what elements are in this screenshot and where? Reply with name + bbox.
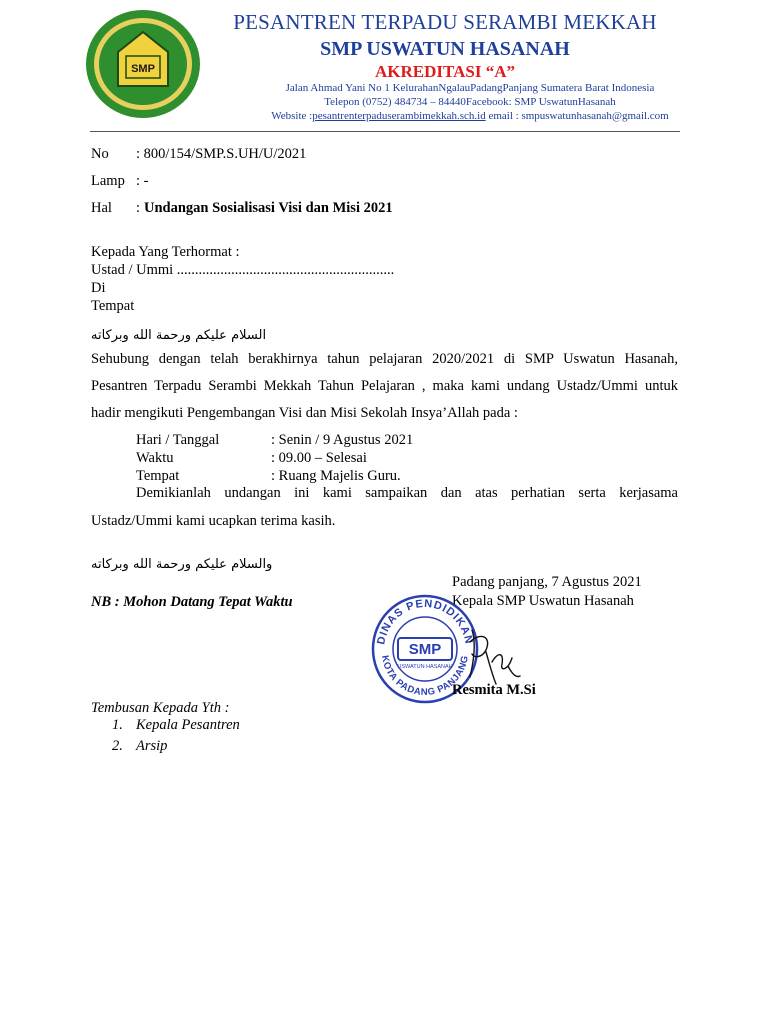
stamp-bottom-text: KOTA PADANG PANJANG xyxy=(379,654,471,699)
lamp-label: Lamp xyxy=(91,173,125,189)
greeting-open: السلام عليكم ورحمة الله وبركاته xyxy=(91,328,267,343)
school-name: PESANTREN TERPADU SERAMBI MEKKAH xyxy=(233,10,657,34)
akreditasi: AKREDITASI “A” xyxy=(375,62,515,81)
detail-label-0: Hari / Tanggal xyxy=(136,432,220,448)
nb-note: NB : Mohon Datang Tepat Waktu xyxy=(91,594,293,610)
recipient-line1: Kepada Yang Terhormat : xyxy=(91,244,240,260)
lamp-value: : - xyxy=(136,173,149,189)
recipient-line3: Di xyxy=(91,280,106,296)
detail-label-1: Waktu xyxy=(136,450,174,466)
website-link[interactable]: pesantrenterpaduserambimekkah.sch.id xyxy=(312,110,486,122)
hal-colon: : xyxy=(136,200,141,216)
signer-name: Resmita M.Si xyxy=(452,682,536,698)
stamp-top-text: DINAS PENDIDIKAN xyxy=(375,597,475,646)
email: email : smpuswatunhasanah@gmail.com xyxy=(485,110,669,122)
greeting-close: والسلام عليكم ورحمة الله وبركاته xyxy=(91,557,273,572)
place-date: Padang panjang, 7 Agustus 2021 xyxy=(452,574,642,590)
body-line2: Pesantren Terpadu Serambi Mekkah Tahun Pelajaran , maka kami undang Ustadz/Ummi untuk xyxy=(91,378,678,394)
closing-line1: Demikianlah undangan ini kami sampaikan dan atas perhatian serta kerjasama xyxy=(136,485,678,501)
recipient-line4: Tempat xyxy=(91,298,135,314)
recipient-line2: Ustad / Ummi ............................................................ xyxy=(91,262,395,278)
closing-line2: Ustadz/Ummi kami ucapkan terima kasih. xyxy=(91,513,336,529)
tembusan-title: Tembusan Kepada Yth : xyxy=(91,700,230,716)
tembusan-item-1: Kepala Pesantren xyxy=(136,717,240,733)
stamp-sub-text: USWATUN HASANAH xyxy=(397,664,453,670)
website-label: Website : xyxy=(271,110,313,122)
logo-text: SMP xyxy=(131,63,155,75)
detail-value-2: : Ruang Majelis Guru. xyxy=(271,468,401,484)
header-divider xyxy=(90,131,680,132)
tembusan-num-1: 1. xyxy=(112,717,123,733)
no-value: : 800/154/SMP.S.UH/U/2021 xyxy=(136,146,307,162)
detail-label-2: Tempat xyxy=(136,468,180,484)
address: Jalan Ahmad Yani No 1 KelurahanNgalauPadangPanjang Sumatera Barat Indonesia xyxy=(285,82,655,94)
stamp-center-text: SMP xyxy=(408,641,442,658)
school-logo xyxy=(84,8,202,120)
no-label: No xyxy=(91,146,109,162)
body-line1: Sehubung dengan telah berakhirnya tahun pelajaran 2020/2021 di SMP Uswatun Hasanah, xyxy=(91,351,678,367)
phone: Telepon (0752) 484734 – 84440Facebook: SMP UswatunHasanah xyxy=(324,96,616,108)
detail-value-0: : Senin / 9 Agustus 2021 xyxy=(271,432,414,448)
tembusan-item-2: Arsip xyxy=(136,738,168,754)
tembusan-num-2: 2. xyxy=(112,738,123,754)
detail-value-1: : 09.00 – Selesai xyxy=(271,450,367,466)
hal-value: Undangan Sosialisasi Visi dan Misi 2021 xyxy=(144,200,393,216)
body-line3: hadir mengikuti Pengembangan Visi dan Misi Sekolah Insya’Allah pada : xyxy=(91,405,518,421)
hal-label: Hal xyxy=(91,200,112,216)
smp-name: SMP USWATUN HASANAH xyxy=(320,38,570,60)
website-line xyxy=(210,110,730,122)
signer-title: Kepala SMP Uswatun Hasanah xyxy=(452,593,634,609)
